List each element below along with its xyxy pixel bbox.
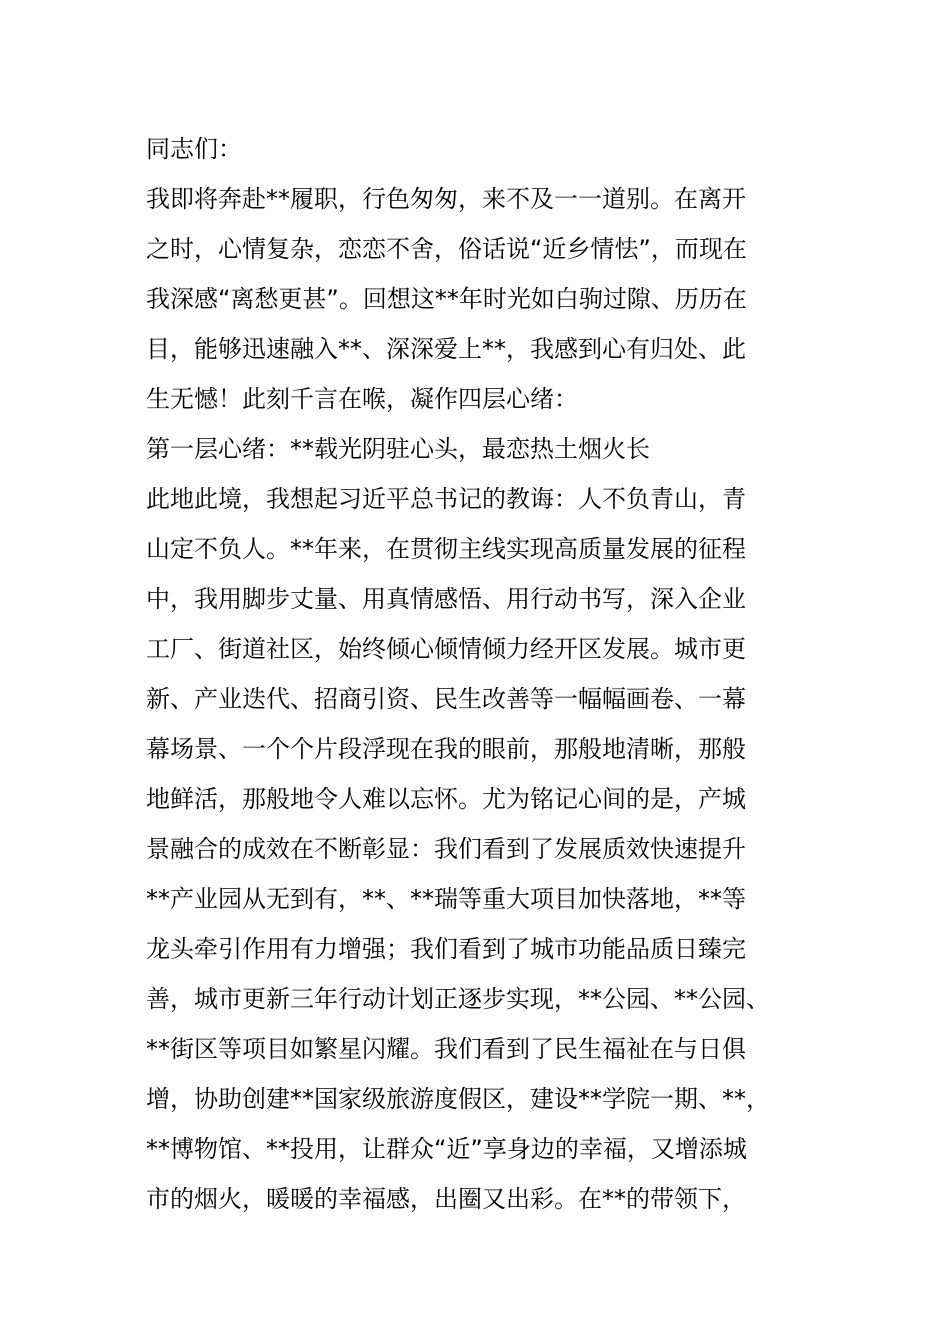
paragraph-line: 市的烟火，暖暖的幸福感，出圈又出彩。在**的带领下， bbox=[146, 1185, 746, 1213]
paragraph-line: **博物馆、**投用，让群众“近”享身边的幸福，又增添城 bbox=[146, 1135, 747, 1163]
paragraph-line: 我深感“离愁更甚”。回想这**年时光如白驹过隙、历历在 bbox=[146, 285, 747, 313]
paragraph-line: 工厂、街道社区，始终倾心倾情倾力经开区发展。城市更 bbox=[146, 635, 746, 663]
paragraph-line: **产业园从无到有，**、**瑞等重大项目加快落地，**等 bbox=[146, 885, 746, 913]
paragraph-line: 山定不负人。**年来，在贯彻主线实现高质量发展的征程 bbox=[146, 535, 746, 563]
paragraph-line: 目，能够迅速融入**、深深爱上**，我感到心有归处、此 bbox=[146, 335, 746, 363]
paragraph-line: 我即将奔赴**履职，行色匆匆，来不及一一道别。在离开 bbox=[146, 185, 746, 213]
paragraph-line: 新、产业迭代、招商引资、民生改善等一幅幅画卷、一幕 bbox=[146, 685, 746, 713]
paragraph-line: 中，我用脚步丈量、用真情感悟、用行动书写，深入企业 bbox=[146, 585, 746, 613]
section-heading: 第一层心绪：**载光阴驻心头，最恋热土烟火长 bbox=[146, 435, 650, 463]
paragraph-line: 幕场景、一个个片段浮现在我的眼前，那般地清晰，那般 bbox=[146, 735, 746, 763]
paragraph-line: 景融合的成效在不断彰显：我们看到了发展质效快速提升 bbox=[146, 835, 746, 863]
paragraph-line: 生无憾！此刻千言在喉，凝作四层心绪： bbox=[146, 385, 578, 413]
salutation: 同志们： bbox=[146, 135, 242, 163]
paragraph-line: 之时，心情复杂，恋恋不舍，俗话说“近乡情怯”，而现在 bbox=[146, 235, 747, 263]
paragraph-line: 地鲜活，那般地令人难以忘怀。尤为铭记心间的是，产城 bbox=[146, 785, 746, 813]
paragraph-line: 龙头牵引作用有力增强；我们看到了城市功能品质日臻完 bbox=[146, 935, 746, 963]
paragraph-line: 善，城市更新三年行动计划正逐步实现，**公园、**公园、 bbox=[146, 985, 770, 1013]
paragraph-line: **街区等项目如繁星闪耀。我们看到了民生福祉在与日俱 bbox=[146, 1035, 746, 1063]
paragraph-line: 此地此境，我想起习近平总书记的教诲：人不负青山，青 bbox=[146, 485, 746, 513]
paragraph-line: 增，协助创建**国家级旅游度假区，建设**学院一期、**， bbox=[146, 1085, 770, 1113]
